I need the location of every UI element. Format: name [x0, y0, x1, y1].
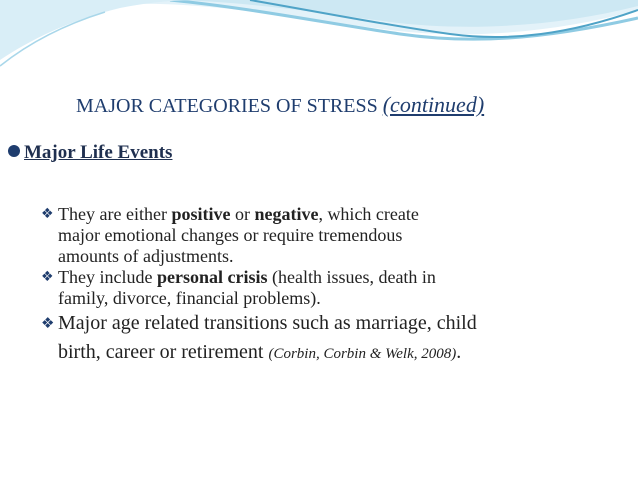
- bullet-text: major emotional changes or require tremendous: [58, 225, 403, 245]
- bullet-text: , which create: [318, 204, 419, 224]
- emphasis-text: positive: [171, 204, 231, 224]
- slide-title-main: MAJOR CATEGORIES OF STRESS: [76, 95, 378, 117]
- bullet-line: [58, 309, 634, 338]
- bullet-line: [58, 246, 634, 267]
- emphasis-text: personal crisis: [156, 267, 268, 287]
- diamond-star-icon: ❖: [41, 269, 54, 285]
- citation-end: .: [456, 341, 462, 363]
- bullet-text: They are either: [58, 204, 172, 224]
- section-heading: [8, 140, 172, 166]
- bullet-item: [41, 309, 634, 369]
- bullet-line: [58, 267, 634, 288]
- bullet-text: (health issues, death in: [267, 267, 436, 287]
- diamond-star-icon: ❖: [41, 206, 54, 222]
- bullet-text: birth, career or retirement: [58, 341, 269, 363]
- header-wave-decoration: [0, 0, 638, 90]
- bullet-item: [41, 204, 634, 267]
- bullet-line: [58, 338, 634, 369]
- bullet-text: amounts of adjustments.: [58, 246, 234, 266]
- bullet-item: [41, 267, 634, 309]
- bullet-line: [58, 225, 634, 246]
- section-heading-label: Major Life Events: [24, 142, 173, 163]
- bullet-text: or: [230, 204, 255, 224]
- bullet-text: family, divorce, financial problems).: [58, 288, 321, 308]
- filled-circle-icon: [8, 145, 20, 157]
- slide-title: [76, 92, 626, 119]
- slide-title-continued: (continued): [382, 92, 485, 117]
- diamond-star-icon: ❖: [41, 314, 55, 332]
- bullet-text: They include: [58, 267, 157, 287]
- bullet-text: Major age related transitions such as marriage, child: [58, 312, 477, 334]
- bullet-line: [58, 288, 634, 309]
- bullet-list: [41, 204, 634, 369]
- emphasis-text: negative: [254, 204, 319, 224]
- citation: (Corbin, Corbin & Welk, 2008): [268, 346, 457, 362]
- bullet-line: [58, 204, 634, 225]
